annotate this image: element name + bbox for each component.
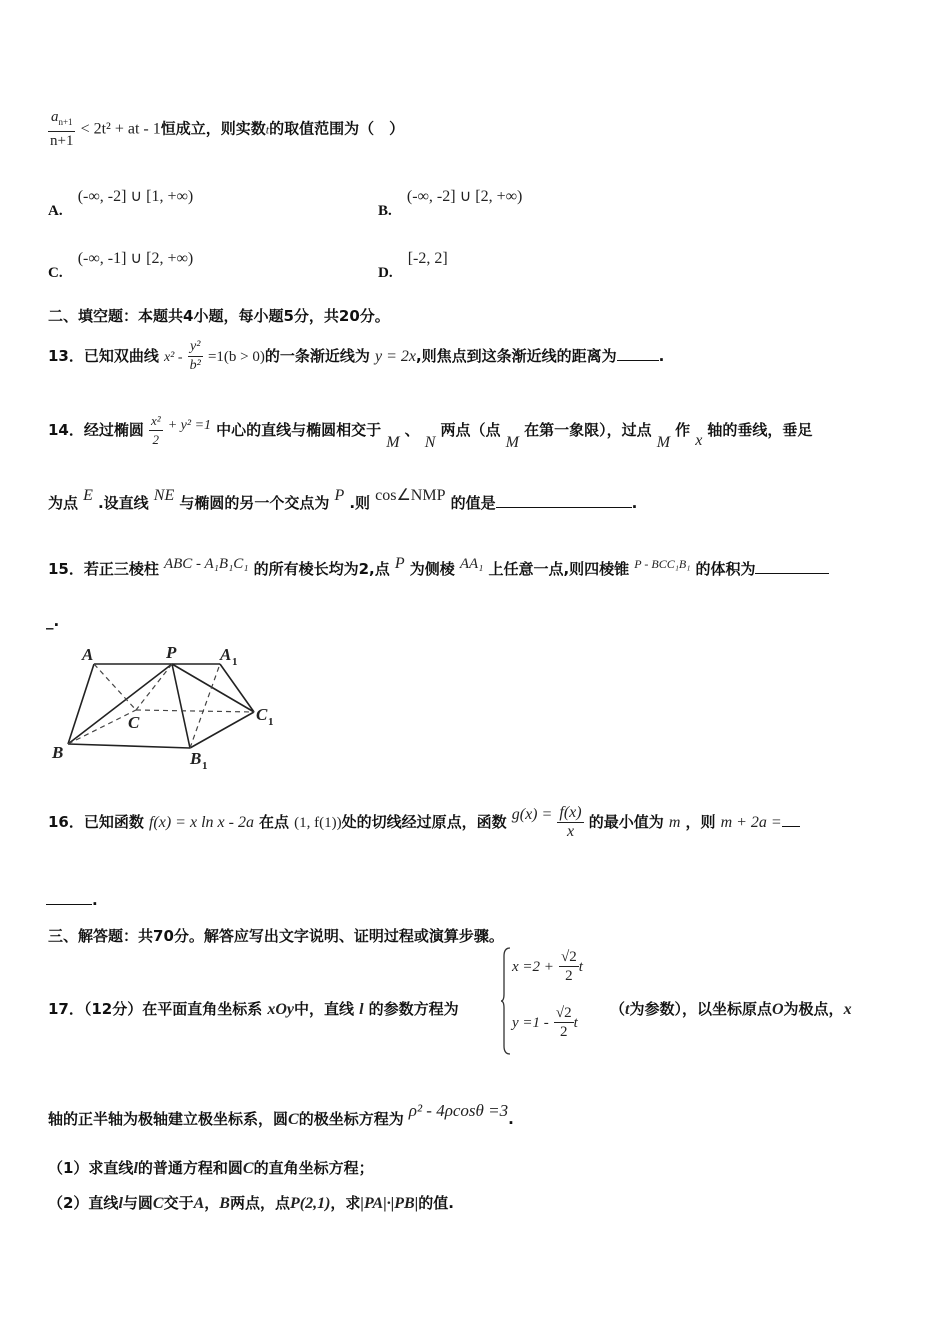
q17-p1a: （1）求直线 [48,1159,134,1177]
q14-eq-b: + y² =1 [167,418,212,433]
top-frac-num-sub: n+1 [58,117,73,127]
q16-m: m [668,814,681,831]
q17-l2a: 轴的正半轴为极轴建立极坐标系，圆 [48,1110,289,1128]
q15-t3: 上任意一点,则四棱锥 [488,560,630,578]
q14-l2a: 为点 [48,494,79,512]
q14-l2e: 的值是 [450,494,496,512]
question-14-line-1 [48,412,812,449]
q14-cos: cos∠NMP [375,487,446,504]
question-17-line-1b [610,998,852,1019]
top-ineq: < 2t² + at - 1 [80,120,161,138]
q16-t4: ，则 [685,813,716,831]
question-17-part-1 [48,1157,374,1178]
q17-p2e: 两点，点 [229,1194,290,1212]
q16-line-2 [46,890,98,909]
q13-mid: 的一条渐近线为 [264,347,370,365]
q17-eq2-t: t [573,1015,578,1031]
q17-p2c: 交于 [163,1194,194,1212]
q14-E: E [83,487,93,504]
q13-eq-b: =1(b > 0) [207,349,265,365]
q16-g: g(x) = [511,806,553,823]
option-c-label: C. [48,265,63,281]
q15-t1: 的所有棱长均为2,点 [253,560,390,578]
top-inequality [48,108,404,150]
edge-A-B [68,664,94,744]
q13-frac-den: b² [189,358,201,373]
q17-p2l: l [118,1195,123,1212]
q14-t2: 两点（点 [440,421,501,439]
option-b [378,186,523,219]
q17-p2P: P(2,1) [289,1195,331,1212]
edge-A1-C1 [220,664,254,712]
question-17-line-1 [48,998,459,1019]
option-d-label: D. [378,265,393,281]
q14-fraction [149,412,163,449]
q13-line: y = 2x [374,348,416,365]
q14-l2b: .设直线 [97,494,149,512]
q17-xoy: xOy [267,1001,294,1018]
q17-t2: 的参数方程为 [368,1000,459,1018]
q14-t1: 中心的直线与椭圆相交于 [216,421,382,439]
q17-eq-2 [512,1004,578,1041]
edge-P-B [68,664,172,744]
q16-answer-blank-1 [782,812,800,827]
q16-t2: 处的切线经过原点，函数 [341,813,507,831]
top-text2: 的取值范围为（ ） [269,119,405,138]
q17-t3: （ [610,1000,626,1018]
q14-l2c: 与椭圆的另一个交点为 [179,494,330,512]
question-14-line-2 [48,487,638,513]
top-frac-num: a [50,109,59,125]
q17-eq1-num: √2 [561,949,577,965]
option-d [378,248,448,281]
hidden-edge-C-C1 [136,710,254,712]
q14-P: P [334,487,345,504]
question-15 [48,555,829,579]
q14-answer-blank [496,493,632,508]
label-C1: C [256,705,268,724]
label-A1: A [220,645,232,664]
q17-p2f: ，求 [330,1194,361,1212]
q17-system [500,946,612,1056]
edge-B-B1 [68,744,190,748]
q17-polar: ρ² - 4ρcosθ =3 [408,1101,509,1120]
section-2-heading: 二、填空题：本题共4小题，每小题5分，共20分。 [48,307,390,325]
question-13 [48,338,664,375]
label-C: C [128,713,140,732]
q14-t5: 轴的垂线，垂足 [707,421,813,439]
q14-t3: 在第一象限），过点 [524,421,652,439]
label-C1-sub: 1 [268,716,274,728]
q17-p1c: 的直角坐标方程； [253,1159,374,1177]
question-17-line-2 [48,1101,514,1129]
q16-frac-num: f(x) [559,804,582,821]
q15-pre: 15．若正三棱柱 [48,560,159,578]
question-17-part-2 [48,1192,454,1213]
q17-t4: 为参数），以坐标原点 [629,1000,772,1018]
q17-tvar: t [625,1001,630,1018]
q16-pre: 16．已知函数 [48,813,144,831]
q15-t2: 为侧棱 [409,560,455,578]
top-fraction [48,108,75,150]
q14-NE: NE [153,487,175,504]
question-16 [48,804,800,841]
q14-x: x [695,432,703,449]
q15-t4: 的体积为 [695,560,756,578]
option-a [48,186,194,219]
section-3-heading: 三、解答题：共70分。解答应写出文字说明、证明过程或演算步骤。 [48,927,504,945]
top-var: t [265,122,270,137]
q17-l2c: . [508,1110,514,1128]
q14-end: . [631,494,638,512]
q17-p2d: ， [204,1194,220,1212]
q17-p2B: B [219,1195,230,1212]
q13-eq-a: x² - [163,350,183,365]
q15-pyr: P - BCC₁B₁ [634,557,691,571]
q17-t1: 中，直线 [294,1000,355,1018]
q13-frac-num: y² [188,338,203,357]
q17-l: l [359,1001,364,1018]
q14-t4: 作 [675,421,691,439]
q14-N: N [424,434,436,451]
q16-t3: 的最小值为 [588,813,664,831]
brace-icon [500,946,512,1056]
option-c-expr: (-∞, -1] ∪ [2, +∞) [77,250,194,267]
q14-pre: 14．经过椭圆 [48,421,144,439]
q16-f: f(x) = x ln x - 2a [148,814,254,831]
q17-l2b: 的极坐标方程为 [298,1110,404,1128]
q15-end: _. [46,612,60,630]
top-frac-den: n+1 [50,133,74,149]
hidden-edge-A-C [94,664,136,710]
q14-M2: M [505,434,519,451]
q16-expr: m + 2a = [720,814,782,831]
q17-p1b: 的普通方程和圆 [137,1159,243,1177]
q17-eq1-frac [559,948,579,985]
option-a-expr: (-∞, -2] ∪ [1, +∞) [77,188,194,205]
q17-p2b: 与圆 [122,1194,153,1212]
prism-figure [48,640,288,775]
q17-O: O [771,1001,784,1018]
q15-P: P [394,555,405,572]
label-A: A [82,645,94,664]
q14-sep: 、 [404,421,420,439]
q15-prism: ABC - A₁B₁C₁ [163,556,249,572]
option-d-expr: [-2, 2] [407,250,448,267]
q17-x: x [843,1001,852,1018]
label-P: P [166,643,177,662]
q16-end: . [92,891,98,909]
q17-eq1a: x =2 + [512,959,554,975]
edge-P-C1 [172,664,254,712]
q17-p2h: 的值. [418,1194,454,1212]
q16-fraction [557,804,583,841]
q17-p2C: C [152,1195,164,1212]
q16-answer-blank-2 [46,890,92,905]
q16-t1: 在点 [259,813,290,831]
q15-edge: AA₁ [459,556,484,572]
q17-eq-1 [512,948,583,985]
q17-p1l: l [133,1160,138,1177]
q13-pre: 13．已知双曲线 [48,347,159,365]
q17-p2A: A [193,1195,205,1212]
option-b-expr: (-∞, -2] ∪ [2, +∞) [406,188,523,205]
q17-pre: 17．（12分）在平面直角坐标系 [48,1000,263,1018]
q14-frac-den: 2 [152,432,160,447]
q13-fraction [188,338,203,375]
q17-eq2a: y =1 - [512,1015,549,1031]
q13-post: ,则焦点到这条渐近线的距离为 [415,347,617,365]
q14-M: M [386,434,400,451]
q17-eq2-frac [554,1004,574,1041]
q15-answer-blank [755,559,829,574]
q13-end: . [658,347,665,365]
label-B1-sub: 1 [202,760,208,772]
q14-M3: M [656,434,671,451]
option-b-label: B. [378,203,392,219]
q17-eq1-t: t [578,959,583,975]
q17-t5: 为极点， [783,1000,844,1018]
top-text: 恒成立，则实数 [160,119,266,138]
q17-eq1-den: 2 [565,968,573,984]
option-a-label: A. [48,203,63,219]
q16-frac-den: x [566,823,575,840]
label-B: B [52,743,64,762]
label-A1-sub: 1 [232,656,238,668]
q14-frac-num: x² [149,412,163,431]
q17-p1C: C [242,1160,254,1177]
label-B1: B [190,749,202,768]
q17-p2a: （2）直线 [48,1194,119,1212]
edge-B1-C1 [190,712,254,748]
q16-pt: (1, f(1)) [294,815,342,831]
q17-C: C [288,1111,299,1128]
q14-l2d: .则 [349,494,371,512]
option-c [48,248,194,281]
edge-P-B1 [172,664,190,748]
q17-eq2-den: 2 [559,1024,568,1040]
q17-eq2-num: √2 [555,1005,572,1021]
q13-answer-blank [617,346,659,361]
q17-p2g: |PA|·|PB| [360,1195,419,1212]
